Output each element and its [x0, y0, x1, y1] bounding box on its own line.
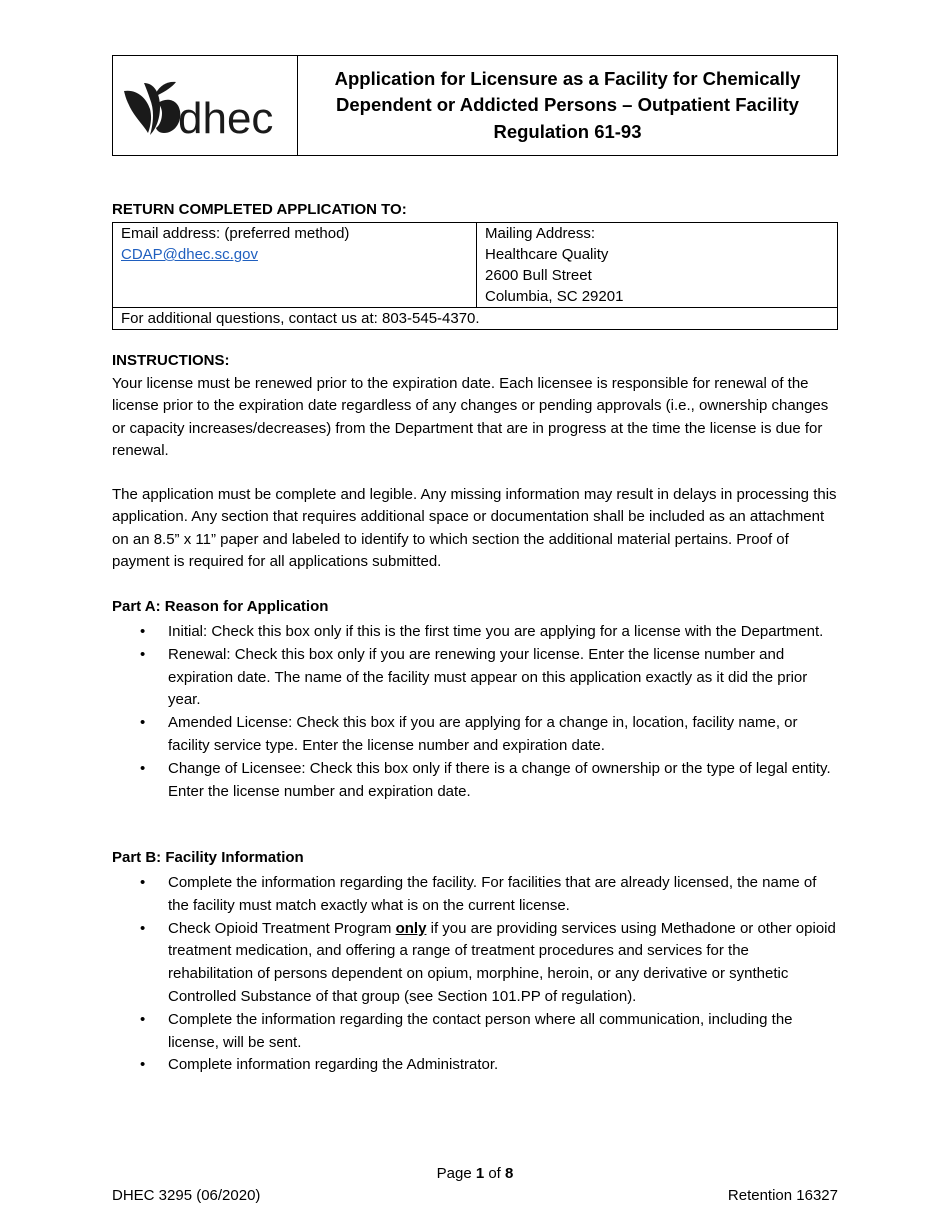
- part-b-item-facility: • Complete the information regarding the facility. For facilities that are already licensed, the name of the facility must match exactly what is on the current license.: [112, 872, 838, 918]
- page-current: 1: [475, 1165, 485, 1182]
- page: [112, 55, 838, 1074]
- part-a-list: [112, 621, 838, 803]
- contact-cell: For additional questions, contact us at: 803-545-4370.: [113, 308, 838, 330]
- title-line-2: Dependent or Addicted Persons – Outpatient Facility: [336, 94, 799, 116]
- title-line-1: Application for Licensure as a Facility for Chemically: [334, 67, 801, 89]
- part-b-list: [112, 872, 838, 1077]
- part-b-item-contact: • Complete the information regarding the contact person where all communication, including the license, will be sent.: [112, 1009, 838, 1055]
- part-b-item-administrator: • Complete information regarding the Administrator.: [112, 1054, 838, 1077]
- mailing-line-3: Columbia, SC 29201: [485, 288, 624, 305]
- email-link[interactable]: CDAP@dhec.sc.gov: [121, 246, 258, 263]
- part-b-item-opioid: [112, 918, 838, 1009]
- svg-text:dhec: dhec: [178, 93, 274, 139]
- part-a-item-initial: • Initial: Check this box only if this is the first time you are applying for a license with the Department.: [112, 621, 838, 644]
- email-label: Email address: (preferred method): [121, 225, 350, 242]
- page-number: [0, 1165, 950, 1182]
- page-prefix: Page: [436, 1165, 476, 1182]
- part-b-item-opioid-pre: Check Opioid Treatment Program: [168, 919, 396, 937]
- page-separator: of: [484, 1165, 506, 1182]
- part-a-item-amended: • Amended License: Check this box if you are applying for a change in, location, facility name, or facility service type. Enter the license number and expiration date.: [112, 712, 838, 758]
- document-title: [298, 56, 837, 155]
- dhec-logo-icon: [120, 73, 290, 139]
- mailing-cell: [477, 223, 838, 308]
- part-b-heading: Part B: Facility Information: [112, 849, 304, 866]
- return-heading: RETURN COMPLETED APPLICATION TO:: [112, 201, 407, 218]
- instructions-heading: INSTRUCTIONS:: [112, 352, 230, 369]
- mailing-label: Mailing Address:: [485, 225, 596, 242]
- form-id: DHEC 3295 (06/2020): [112, 1187, 261, 1204]
- part-a-item-change-licensee: • Change of Licensee: Check this box only if there is a change of ownership or the type of legal entity. Enter the license number and expiration date.: [112, 758, 838, 804]
- part-a-heading: Part A: Reason for Application: [112, 598, 329, 615]
- return-address-table: [112, 222, 838, 330]
- mailing-line-2: 2600 Bull Street: [485, 267, 592, 284]
- instructions-paragraph-1: Your license must be renewed prior to the expiration date. Each licensee is responsible for renewal of the license prior to the expiration date regardless of any changes or pending approvals (i.e., ownership changes or capacity increases/decreases) from the Department that are in progress at the time the license is due for renewal.: [112, 375, 829, 460]
- mailing-line-1: Healthcare Quality: [485, 246, 609, 263]
- title-line-3: Regulation 61-93: [493, 120, 642, 142]
- part-a-item-renewal: • Renewal: Check this box only if you are renewing your license. Enter the license number and expiration date. The name of the facility must appear on this application exactly as it did the prior year.: [112, 644, 838, 712]
- retention-number: Retention 16327: [727, 1187, 838, 1204]
- email-cell: [113, 223, 477, 308]
- document-header: [112, 55, 838, 156]
- part-b-item-opioid-post: if you are providing services using Methadone or other opioid treatment medication, and offering a range of treatment procedures and services for the rehabilitation of persons dependent on opium, morphine, heroin, or any derivative or synthetic Controlled Substance of that group (see Section 101.PP of regulation).: [168, 919, 836, 1005]
- instructions-paragraph-2: The application must be complete and legible. Any missing information may result in delays in processing this application. Any section that requires additional space or documentation shall be included as an attachment on an 8.5” x 11” paper and labeled to identify to which section the additional material pertains. Proof of payment is required for all applications submitted.: [112, 486, 837, 571]
- dhec-logo: [113, 56, 298, 155]
- page-total: 8: [505, 1165, 514, 1182]
- part-b-item-opioid-emphasis: only: [395, 919, 427, 937]
